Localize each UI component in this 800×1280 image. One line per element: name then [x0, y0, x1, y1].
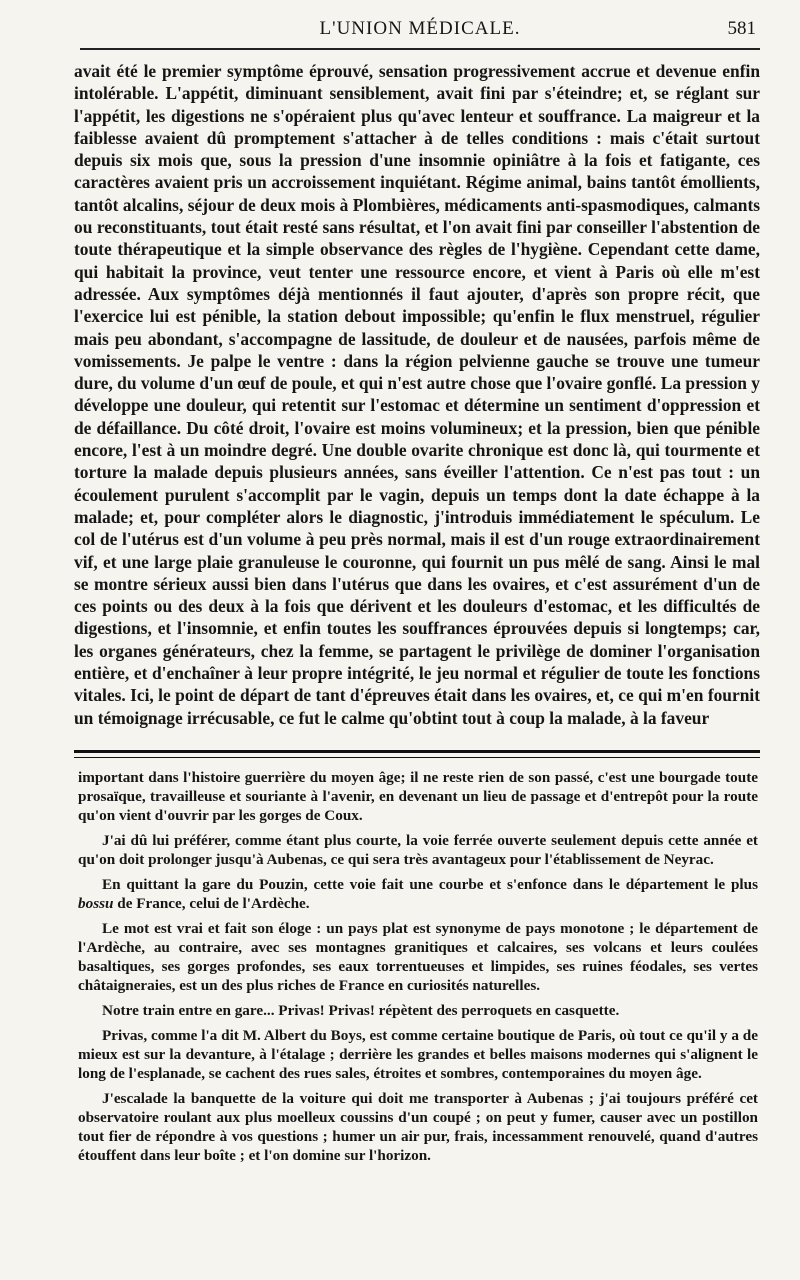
feuilleton-paragraph: important dans l'histoire guerrière du moyen âge; il ne reste rien de son passé, c'est une bourgade toute prosaïque, travailleuse et souriante à l'avenir, en devenant un lieu de passage et d'entrepôt pour la route qu'on vient d'ouvrir par les gorges de Coux.: [78, 769, 758, 824]
feuilleton-text: [78, 768, 758, 1171]
text-run: En quittant la gare du Pouzin, cette voie fait une courbe et s'enfonce dans le département le plus: [102, 876, 758, 893]
main-text: [74, 60, 760, 729]
feuilleton-paragraph: Le mot est vrai et fait son éloge : un pays plat est synonyme de pays monotone ; le département de l'Ardèche, au contraire, avec ses montagnes granitiques et calcaires, ses volcans et leurs coulées basaltiques, ses gorges profondes, ses eaux torrentueuses et limpides, ses ruines féodales, ses vertes châtaigneraies, est un des plus riches de France en curiosités naturelles.: [78, 920, 758, 994]
emphasis: bossu: [78, 895, 114, 912]
section-rule-thin: [74, 757, 760, 758]
page-header: [80, 14, 760, 46]
page-number: 581: [727, 18, 756, 39]
running-title: L'UNION MÉDICALE.: [319, 18, 521, 39]
header-rule: [80, 48, 760, 50]
feuilleton-paragraph: Notre train entre en gare... Privas! Privas! répètent des perroquets en casquette.: [102, 1002, 620, 1019]
feuilleton-paragraph: J'ai dû lui préférer, comme étant plus courte, la voie ferrée ouverte seulement depuis cette année et qu'on doit prolonger jusqu'à Aubenas, ce qui sera très avantageux pour l'établissement de Neyrac.: [78, 832, 758, 868]
feuilleton-paragraph: J'escalade la banquette de la voiture qui doit me transporter à Aubenas ; j'ai toujours préféré cet observatoire roulant aux plus moelleux coussins d'un coupé ; on peut y fumer, causer avec un postillon tout fier de répondre à vos questions ; humer un air pur, frais, incessamment renouvelé, quand d'autres étouffent dans leur boîte ; et l'on domine sur l'horizon.: [78, 1090, 758, 1164]
section-rule-thick: [74, 750, 760, 753]
feuilleton-paragraph: [78, 875, 758, 913]
feuilleton-paragraph: Privas, comme l'a dit M. Albert du Boys, est comme certaine boutique de Paris, où tout ce qu'il y a de mieux est sur la devanture, à l'étalage ; derrière les grandes et belles maisons modernes qui s'alignent le long de l'esplanade, se cachent des rues sales, étroites et sombres, contemporaines du moyen âge.: [78, 1027, 758, 1082]
text-run: de France, celui de l'Ardèche.: [113, 895, 310, 912]
main-paragraph: avait été le premier symptôme éprouvé, sensation progressivement accrue et devenue enfin intolérable. L'appétit, diminuant sensiblement, avait fini par s'éteindre; et, se réglant sur l'appétit, les digestions ne s'opéraient plus qu'avec lenteur et souffrance. La maigreur et la faiblesse avaient dû promptement s'attacher à de telles conditions : mais c'était surtout depuis six mois que, sous la pression d'une insomnie opiniâtre à la fois et fatigante, ces caractères avaient pris un accroissement inquiétant. Régime animal, bains tantôt émollients, tantôt alcalins, séjour de deux mois à Plombières, médicaments anti-spasmodiques, calmants ou reconstituants, tout était resté sans résultat, et l'on avait fini par conseiller l'abstention de toute thérapeutique et la simple observance des règles de l'hygiène. Cependant cette dame, qui habitait la province, veut tenter une ressource encore, et vient à Paris où elle m'est adressée. Aux symptômes déjà mentionnés il faut ajouter, d'après son propre récit, que l'exercice lui est pénible, la station debout impossible; qu'enfin le flux menstruel, régulier mais peu abondant, s'accompagne de lassitude, de douleur et de nausées, parfois même de vomissements. Je palpe le ventre : dans la région pelvienne gauche se trouve une tumeur dure, du volume d'un œuf de poule, et qui n'est autre chose que l'ovaire gonflé. La pression y développe une douleur, qui retentit sur l'estomac et détermine un sentiment d'oppression et de défaillance. Du côté droit, l'ovaire est moins volumineux; et la pression, bien que pénible encore, l'est à un moindre degré. Une double ovarite chronique est donc là, qui tourmente et torture la malade depuis plusieurs années, sans éveiller l'attention. Ce n'est pas tout : un écoulement purulent s'accomplit par le vagin, depuis un temps dont la date échappe à la malade; et, pour compléter alors le diagnostic, j'introduis immédiatement le spéculum. Le col de l'utérus est d'un volume à peu près normal, mais il est d'un rouge extraordinairement vif, et une large plaie granuleuse le couronne, qui fournit un pus mêlé de sang. Ainsi le mal se montre sérieux aussi bien dans l'utérus que dans les ovaires, et c'est assurément d'un de ces points ou des deux à la fois que dérivent et les douleurs d'estomac, et les difficultés de digestions, et l'insomnie, et enfin toutes les souffrances éprouvées depuis si longtemps; car, les organes générateurs, chez la femme, se partagent le privilège de dominer l'organisation entière, et d'enchaîner à leur propre intégrité, le jeu normal et régulier de toute les fonctions vitales. Ici, le point de départ de tant d'épreuves était dans les ovaires, et, ce qui m'en fournit un témoignage irrécusable, ce fut le calme qu'obtint tout à coup la malade, à la faveur: [74, 61, 760, 728]
